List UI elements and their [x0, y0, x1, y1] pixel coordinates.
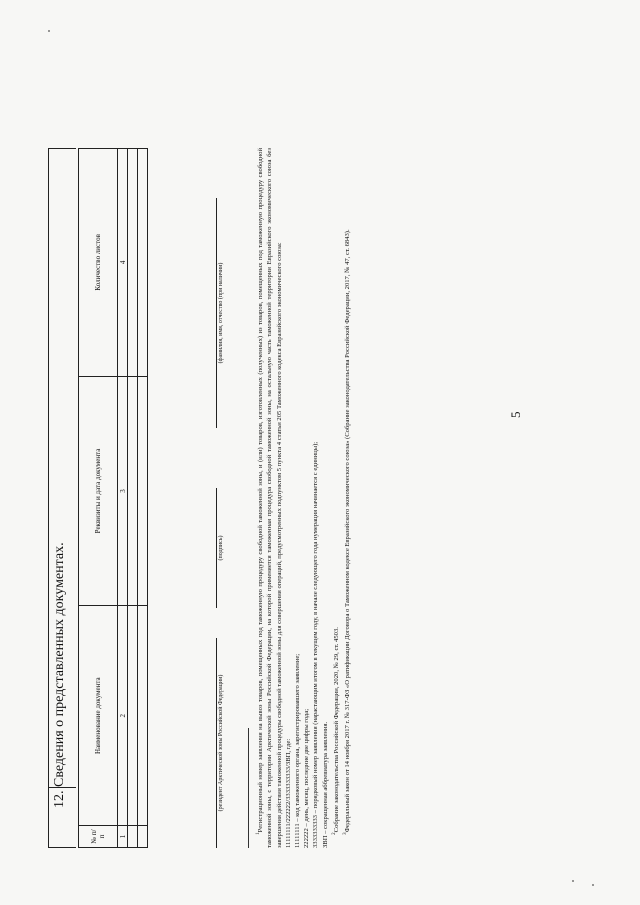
footnote-2: $^2$Собрание законодательства Российской Федерации, 2020, № 29, ст. 4503. — [331, 627, 340, 835]
col-header-sheet-count: Количество листов — [79, 149, 118, 377]
footnotes — [254, 148, 353, 848]
resident-label: (резидент Арктической зоны Российской Федерации) — [218, 674, 224, 812]
footnote-line: 11111111 – код таможенного органа, зарегистрировавшего заявление; — [294, 653, 301, 848]
name-label: (фамилия, имя, отчество (при наличии) — [218, 262, 224, 364]
table-cell: 2 — [118, 606, 128, 826]
frame-line — [48, 847, 76, 848]
table-row — [128, 149, 138, 848]
col-header-doc-details: Реквизиты и дата документа — [79, 376, 118, 606]
section-title: 12. Сведения о представленных документах. — [52, 542, 67, 808]
footnote-1: $^1$Регистрационный номер заявления на вывоз товаров, помещенных под таможенную процедуру свободной таможенной зоны, и (или) товаров, изготовленных (полученных) из товаров, помещенных под таможенную процедуру свободной таможенной зоны, с территории Арктической зоны Российской Федерации, на которой применяется таможенная процедура свободной таможенной зоны, на остальную часть таможенной территории Евразийского экономического союза без завершения действия таможенной процедуры свободной таможенной зоны для совершения операций, предусмотренных подпунктом 5 пункта 4 статьи 205 Таможенного кодекса Евразийского экономического союза: — [256, 148, 283, 848]
footnote-line: 3333333333 – порядковый номер заявления (нарастающим итогом в текущем году, в начале следующего года нумерация начинается с единицы); — [312, 441, 320, 848]
documents-table — [78, 148, 148, 848]
sign-label: (подпись) — [218, 535, 224, 561]
table-cell: 1 — [118, 826, 128, 848]
page-number: 5 — [508, 411, 523, 418]
scan-speck — [592, 884, 594, 886]
footnote-3: $^3$Федеральный закон от 14 ноября 2017 г. № 317-ФЗ «О ратификации Договора о Таможенном кодексе Евразийского экономического союза» (Собрание законодательства Российской Федерации, 2017, № 47, ст. 6843). — [343, 229, 352, 835]
signature-name — [216, 198, 224, 428]
footnote-separator — [248, 728, 249, 848]
footnote-code: 11111111/222222/3333333333/ЗВП, где: — [284, 738, 292, 848]
footnote-line: 222222 – день, месяц, последние две цифры года; — [303, 708, 311, 848]
scan-speck — [572, 880, 574, 882]
signature-sign — [216, 488, 224, 608]
scan-speck — [48, 30, 50, 32]
col-header-doc-name: Наименование документа — [79, 606, 118, 826]
table-index-row — [118, 149, 128, 848]
previous-table-bottom-line — [48, 148, 49, 848]
table-cell: 3 — [118, 376, 128, 606]
frame-line — [48, 148, 76, 149]
rotated-content — [48, 128, 508, 848]
table-row — [138, 149, 148, 848]
signature-resident — [216, 638, 224, 848]
table-header-row — [79, 149, 118, 848]
footnote-line: ЗВП – сокращенная аббревиатура заявления. — [321, 721, 329, 848]
col-header-number: № п/п — [79, 826, 118, 848]
table-cell: 4 — [118, 149, 128, 377]
